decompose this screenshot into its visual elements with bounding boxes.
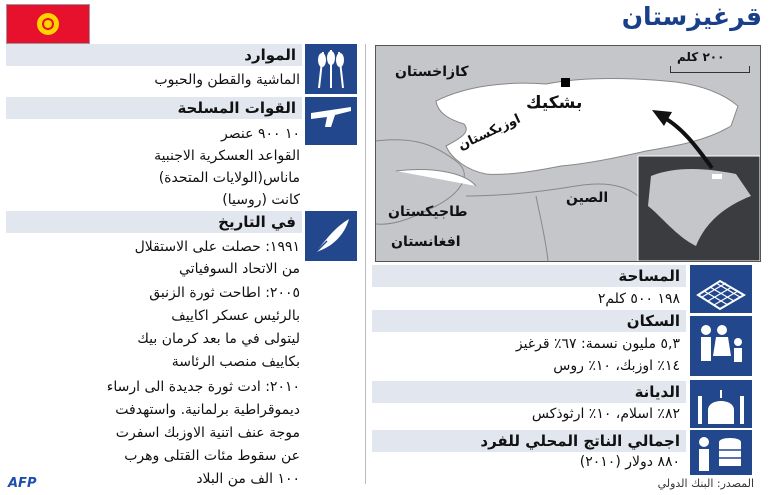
wheat-icon [305, 44, 357, 94]
history-line: ١٠٠ الف من البلاد [196, 471, 300, 487]
quill-icon [305, 211, 357, 261]
label-bishkek: بشكيك [526, 93, 583, 113]
military-heading: القوات المسلحة [6, 97, 302, 119]
history-line: بكاييف منصب الرئاسة [171, 354, 300, 370]
coins-icon [690, 430, 752, 475]
resources-text: الماشية والقطن والحبوب [154, 72, 300, 88]
military-line: كانت (روسيا) [222, 192, 300, 208]
area-heading: المساحة [372, 265, 686, 287]
afp-logo: AFP [8, 476, 37, 491]
label-tajikistan: طاجيكستان [388, 204, 468, 220]
military-line: ١٠ ٩٠٠ عنصر [221, 126, 300, 142]
label-afghanistan: افغانستان [391, 234, 461, 250]
history-line: ١٩٩١: حصلت على الاستقلال [134, 239, 300, 255]
resources-heading: الموارد [6, 44, 302, 66]
history-line: عن سقوط مئات القتلى وهرب [124, 448, 300, 464]
religion-text: ٨٢٪ اسلام، ١٠٪ ارثوذكس [531, 406, 680, 422]
history-line: ٢٠١٠: ادت ثورة جديدة الى ارساء [106, 379, 300, 395]
history-line: ديموقراطية برلمانية. واستهدفت [115, 402, 300, 418]
source-note: المصدر: البنك الدولي [657, 477, 754, 490]
gdp-text: ٨٨٠ دولار (٢٠١٠) [579, 454, 680, 470]
scale-bar [670, 66, 750, 73]
history-line: ٢٠٠٥: اطاحت ثورة الزنبق [149, 285, 300, 301]
column-divider [365, 44, 366, 484]
history-line: موجة عنف اتنية الاوزبك اسفرت [115, 425, 300, 441]
religion-heading: الديانة [372, 381, 686, 403]
label-uzbekistan: اوزبكستان [456, 111, 524, 154]
rifle-icon [305, 97, 357, 145]
gdp-heading: اجمالي الناتج المحلي للفرد [372, 430, 686, 452]
label-kazakhstan: كازاخستان [395, 64, 469, 80]
grid-icon [690, 265, 752, 313]
population-heading: السكان [372, 310, 686, 332]
history-line: من الاتحاد السوفياتي [179, 261, 300, 277]
family-icon [690, 316, 752, 376]
history-line: ليتولى في ما بعد كرمان بيك [137, 331, 300, 347]
military-line: القواعد العسكرية الاجنبية [154, 148, 300, 164]
military-line: ماناس(الولايات المتحدة) [158, 170, 300, 186]
history-heading: في التاريخ [6, 211, 302, 233]
history-line: بالرئيس عسكر اكاييف [171, 308, 300, 324]
area-text: ١٩٨ ٥٠٠ كلم٢ [597, 291, 680, 307]
label-china: الصين [566, 190, 609, 206]
map-scale: ٢٠٠ كلم [677, 50, 725, 64]
page-title: قرغيزستان [621, 2, 762, 31]
population-line: ١٤٪ اوزبك، ١٠٪ روس [553, 358, 680, 374]
population-line: ٥,٣ مليون نسمة: ٦٧٪ قرغيز [515, 336, 680, 352]
kyrgyzstan-flag [6, 4, 90, 44]
mosque-icon [690, 380, 752, 428]
